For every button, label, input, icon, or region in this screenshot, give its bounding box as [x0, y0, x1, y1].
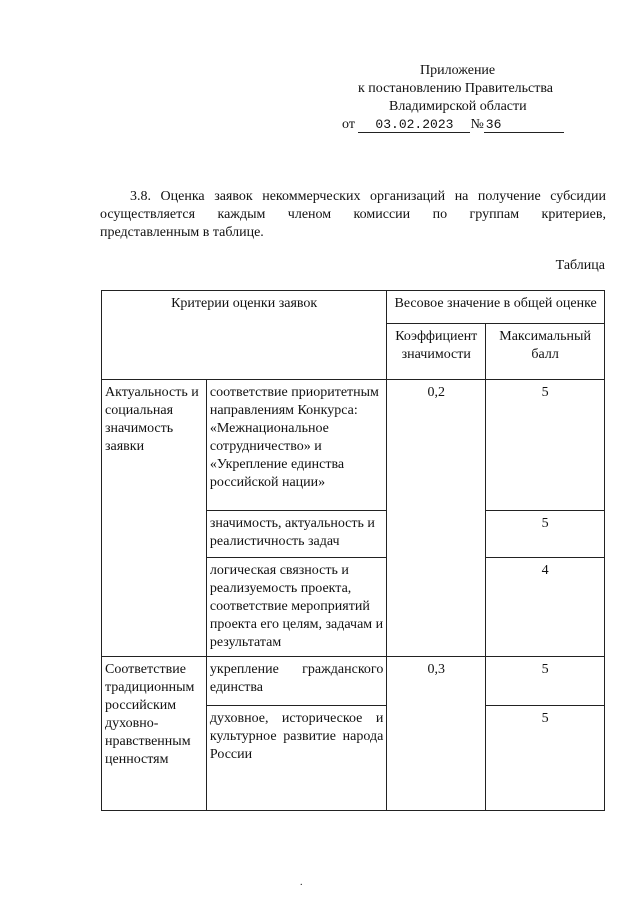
criterion-max-score: 5: [486, 657, 605, 706]
group-coefficient: 0,2: [387, 380, 486, 657]
criterion-max-score: 4: [486, 558, 605, 657]
criterion-max-score: 5: [486, 706, 605, 811]
table-header-row: [102, 291, 605, 324]
decree-number: 36: [484, 116, 564, 133]
paragraph-line-2: осуществляется каждым членом комиссии по группам критериев,: [100, 207, 606, 222]
date-prefix: от: [342, 117, 355, 132]
number-prefix: №: [470, 117, 484, 132]
appendix-title: Приложение: [420, 63, 496, 78]
table-row: [102, 657, 605, 706]
criterion-text: значимость, актуальность и реалистичность задач: [206, 511, 386, 558]
paragraph-line-3: представленным в таблице.: [100, 225, 264, 240]
criterion-max-score: 5: [486, 380, 605, 511]
appendix-date-line: [342, 116, 564, 134]
section-paragraph: [100, 188, 606, 242]
header-weight: Весовое значение в общей оценке: [387, 291, 605, 324]
decree-date: 03.02.2023: [358, 116, 470, 133]
table-caption: Таблица: [555, 258, 605, 273]
criterion-text: соответствие приоритетным направлениям Конкурса: «Межнациональное сотрудничество» и «Укрепление единства российской нации»: [206, 380, 386, 511]
header-criteria: Критерии оценки заявок: [102, 291, 387, 380]
table-row: [102, 380, 605, 511]
criterion-text: духовное, историческое и культурное развитие народа России: [206, 706, 386, 811]
group-name: Соответствие традиционным российским духовно-нравственным ценностям: [102, 657, 207, 811]
header-coefficient: Коэффициент значимости: [387, 324, 486, 380]
paragraph-line-1: 3.8. Оценка заявок некоммерческих организаций на получение субсидии: [130, 189, 606, 204]
criterion-text: логическая связность и реализуемость проекта, соответствие мероприятий проекта его целям, задачам и результатам: [206, 558, 386, 657]
criteria-table: [101, 290, 605, 811]
criterion-max-score: 5: [486, 511, 605, 558]
header-max-score: Максимальный балл: [486, 324, 605, 380]
appendix-line-region: Владимирской области: [389, 99, 527, 114]
criterion-text: укрепление гражданского единства: [206, 657, 386, 706]
group-coefficient: 0,3: [387, 657, 486, 811]
group-name: Актуальность и социальная значимость заявки: [102, 380, 207, 657]
appendix-line-decree: к постановлению Правительства: [358, 81, 554, 96]
page-mark: .: [300, 877, 303, 888]
